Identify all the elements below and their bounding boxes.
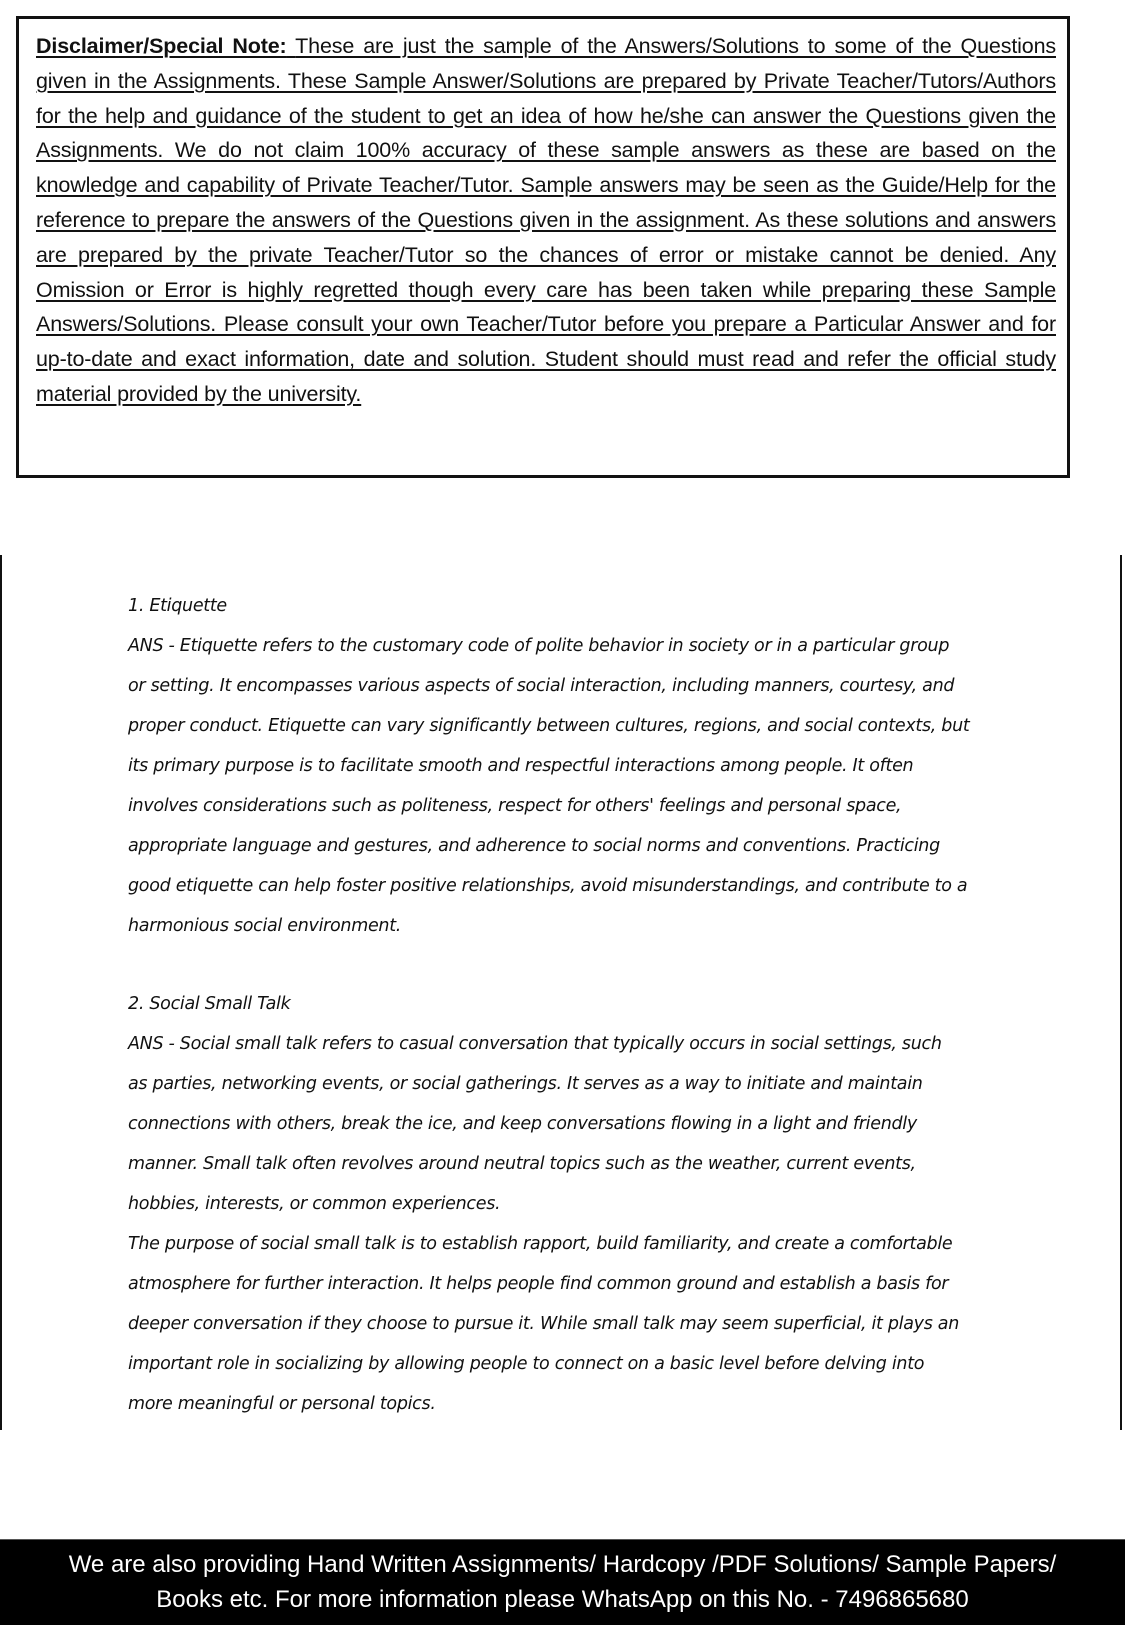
answer-line: proper conduct. Etiquette can vary significantly between cultures, regions, and social contexts, but: [128, 716, 970, 736]
footer-banner: [0, 1539, 1125, 1625]
footer-line-1: We are also providing Hand Written Assignments/ Hardcopy /PDF Solutions/ Sample Papers/: [68, 1551, 1057, 1578]
answer-line: more meaningful or personal topics.: [128, 1394, 436, 1414]
disclaimer-label: Disclaimer/Special Note:: [36, 34, 287, 58]
answer-line: atmosphere for further interaction. It helps people find common ground and establish a basis for: [128, 1274, 949, 1294]
disclaimer-box: [16, 16, 1070, 478]
answer-line: appropriate language and gestures, and adherence to social norms and conventions. Practicing: [128, 836, 940, 856]
answer-line: good etiquette can help foster positive relationships, avoid misunderstandings, and contribute to a: [128, 876, 968, 896]
answer-line: as parties, networking events, or social gatherings. It serves as a way to initiate and maintain: [128, 1074, 923, 1094]
section-social-small-talk: [128, 994, 1048, 1434]
section-title: 2. Social Small Talk: [128, 994, 291, 1014]
answer-line: involves considerations such as politeness, respect for others' feelings and personal space,: [128, 796, 902, 816]
answer-line: or setting. It encompasses various aspects of social interaction, including manners, courtesy, and: [128, 676, 955, 696]
answer-line: ANS - Etiquette refers to the customary code of polite behavior in society or in a particular group: [128, 636, 950, 656]
answer-line: hobbies, interests, or common experiences.: [128, 1194, 501, 1214]
section-title: 1. Etiquette: [128, 596, 227, 616]
section-spacer: [128, 956, 1048, 994]
disclaimer-body: These are just the sample of the Answers/Solutions to some of the Questions given in the Assignments. These Sample Answer/Solutions are prepared by Private Teacher/Tutors/Authors for the help and guidance of the student to get an idea of how he/she can answer the Questions given the Assignments. We do not claim 100% accuracy of these sample answers as these are based on the knowledge and capability of Private Teacher/Tutor. Sample answers may be seen as the Guide/Help for the reference to prepare the answers of the Questions given in the assignment. As these solutions and answers are prepared by the private Teacher/Tutor so the chances of error or mistake cannot be denied. Any Omission or Error is highly regretted though every care has been taken while preparing these Sample Answers/Solutions. Please consult your own Teacher/Tutor before you prepare a Particular Answer and for up-to-date and exact information, date and solution. Student should must read and refer the official study material provided by the university.: [36, 34, 1056, 406]
answer-line: its primary purpose is to facilitate smooth and respectful interactions among people. It often: [128, 756, 914, 776]
section-etiquette: [128, 596, 1048, 956]
footer-line-2: Books etc. For more information please WhatsApp on this No. - 7496865680: [156, 1586, 969, 1613]
answer-line: connections with others, break the ice, and keep conversations flowing in a light and friendly: [128, 1114, 917, 1134]
answer-line: manner. Small talk often revolves around neutral topics such as the weather, current events,: [128, 1154, 916, 1174]
answer-line: important role in socializing by allowing people to connect on a basic level before delving into: [128, 1354, 925, 1374]
disclaimer-text: [36, 29, 1056, 412]
answer-line: harmonious social environment.: [128, 916, 402, 936]
answer-line: ANS - Social small talk refers to casual conversation that typically occurs in social settings, such: [128, 1034, 942, 1054]
answers-content: [128, 596, 1048, 1434]
answer-line: deeper conversation if they choose to pursue it. While small talk may seem superficial, it plays an: [128, 1314, 959, 1334]
answer-line: The purpose of social small talk is to establish rapport, build familiarity, and create a comfortable: [128, 1234, 953, 1254]
